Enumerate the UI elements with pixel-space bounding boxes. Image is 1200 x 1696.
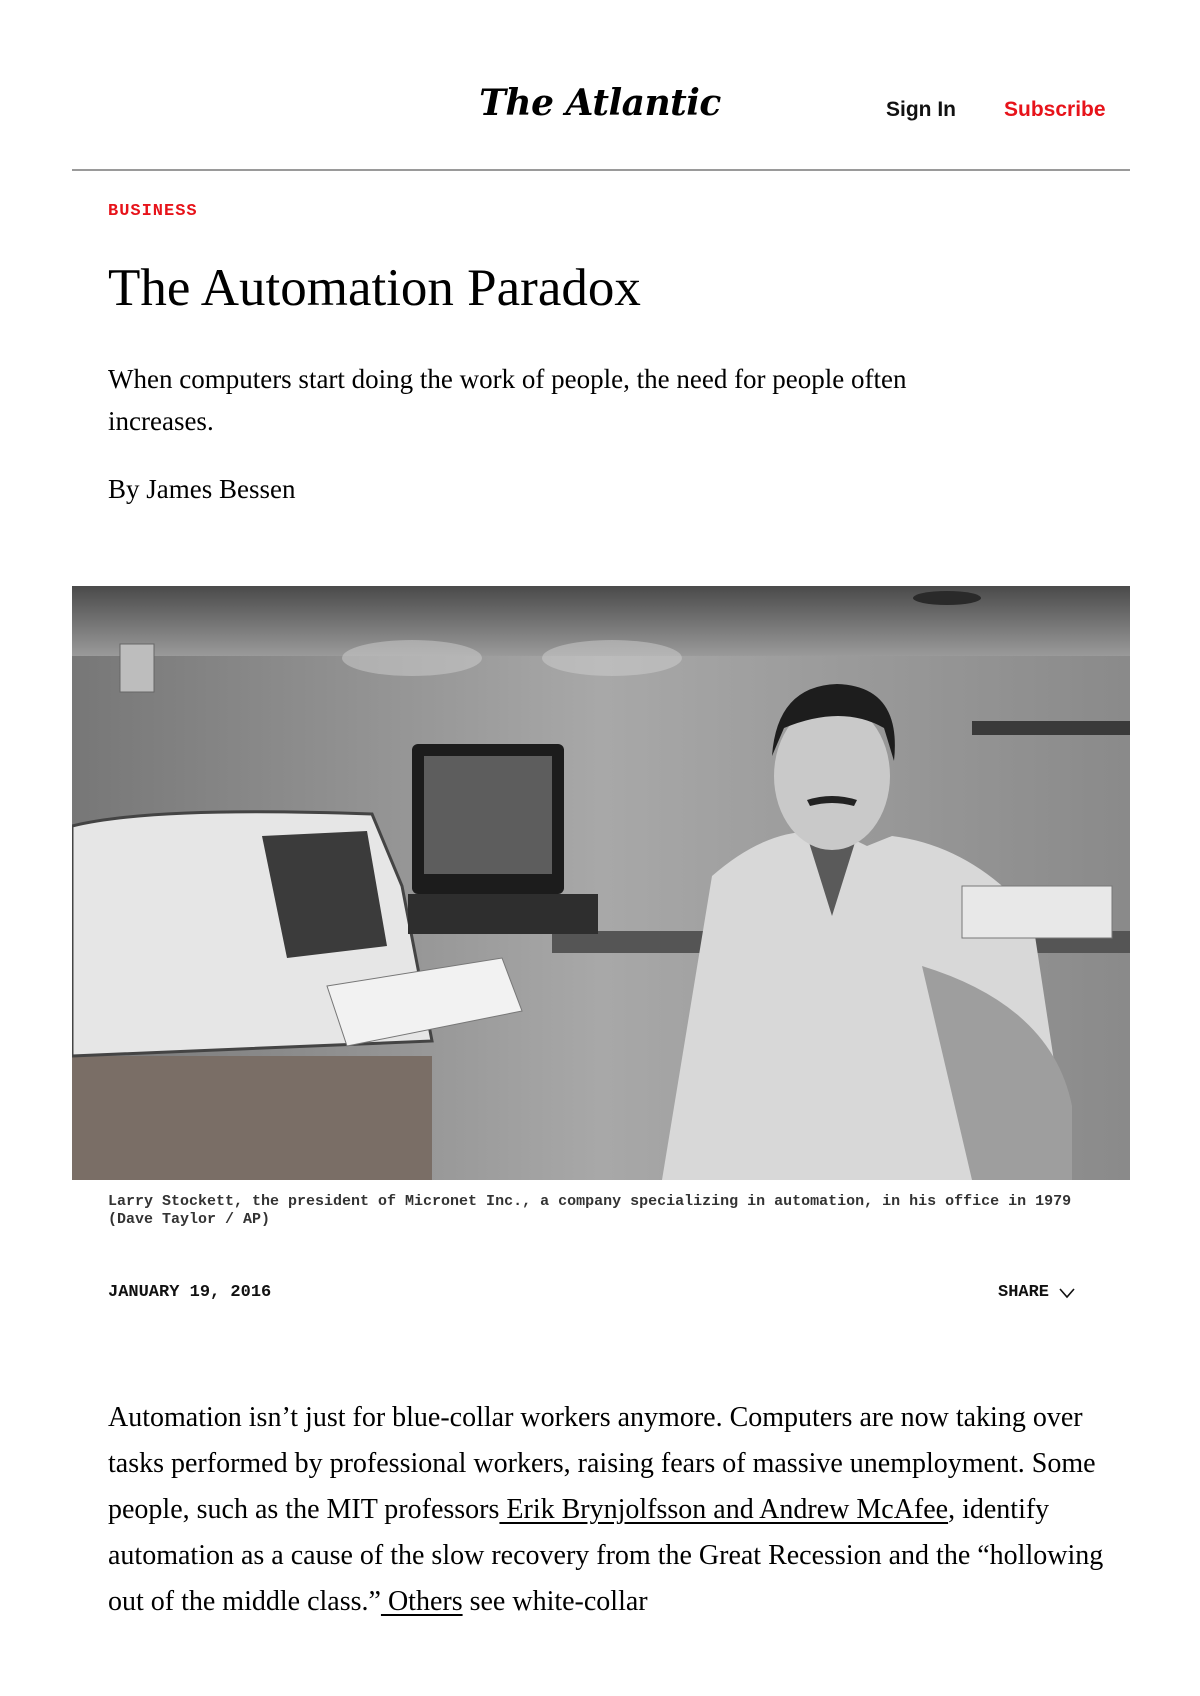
lead-photo-illustration — [72, 586, 1130, 1180]
article-dek: When computers start doing the work of people, the need for people often increases. — [108, 364, 907, 436]
section-label[interactable]: BUSINESS — [108, 202, 198, 221]
share-button[interactable] — [998, 1283, 1075, 1302]
brynjolfsson-mcafee-link[interactable]: Erik Brynjolfsson and Andrew McAfee — [499, 1494, 949, 1525]
byline — [108, 474, 296, 505]
header-divider — [72, 169, 1130, 171]
chevron-down-icon — [1059, 1287, 1075, 1299]
others-link[interactable]: Others — [380, 1586, 463, 1617]
lead-photo — [72, 586, 1130, 1180]
share-label: SHARE — [998, 1283, 1050, 1302]
subscribe-link[interactable]: Subscribe — [1004, 98, 1106, 121]
photo-caption: Larry Stockett, the president of Micronet Inc., a company specializing in automation, in his office in 1979 (Dave Taylor / AP) — [108, 1193, 1072, 1228]
site-logo[interactable]: The Atlantic — [479, 82, 721, 124]
body-text-3: see white-collar — [462, 1586, 648, 1617]
byline-prefix: By — [108, 474, 140, 504]
body-text-2: , identify automation as a cause of the slow recovery from the Great Recession and the “hollowing out of the middle class.” — [108, 1494, 1104, 1617]
author-link[interactable]: James Bessen — [146, 474, 296, 504]
article-title: The Automation Paradox — [108, 259, 641, 317]
sign-in-link[interactable]: Sign In — [886, 98, 956, 121]
publish-date: JANUARY 19, 2016 — [108, 1283, 272, 1302]
site-header — [0, 0, 1200, 170]
body-text-1: Automation isn’t just for blue-collar workers anymore. Computers are now taking over tasks performed by professional workers, raising fears of massive unemployment. Some people, such as the MIT professors — [108, 1402, 1096, 1525]
article-body-paragraph — [108, 1395, 1108, 1625]
